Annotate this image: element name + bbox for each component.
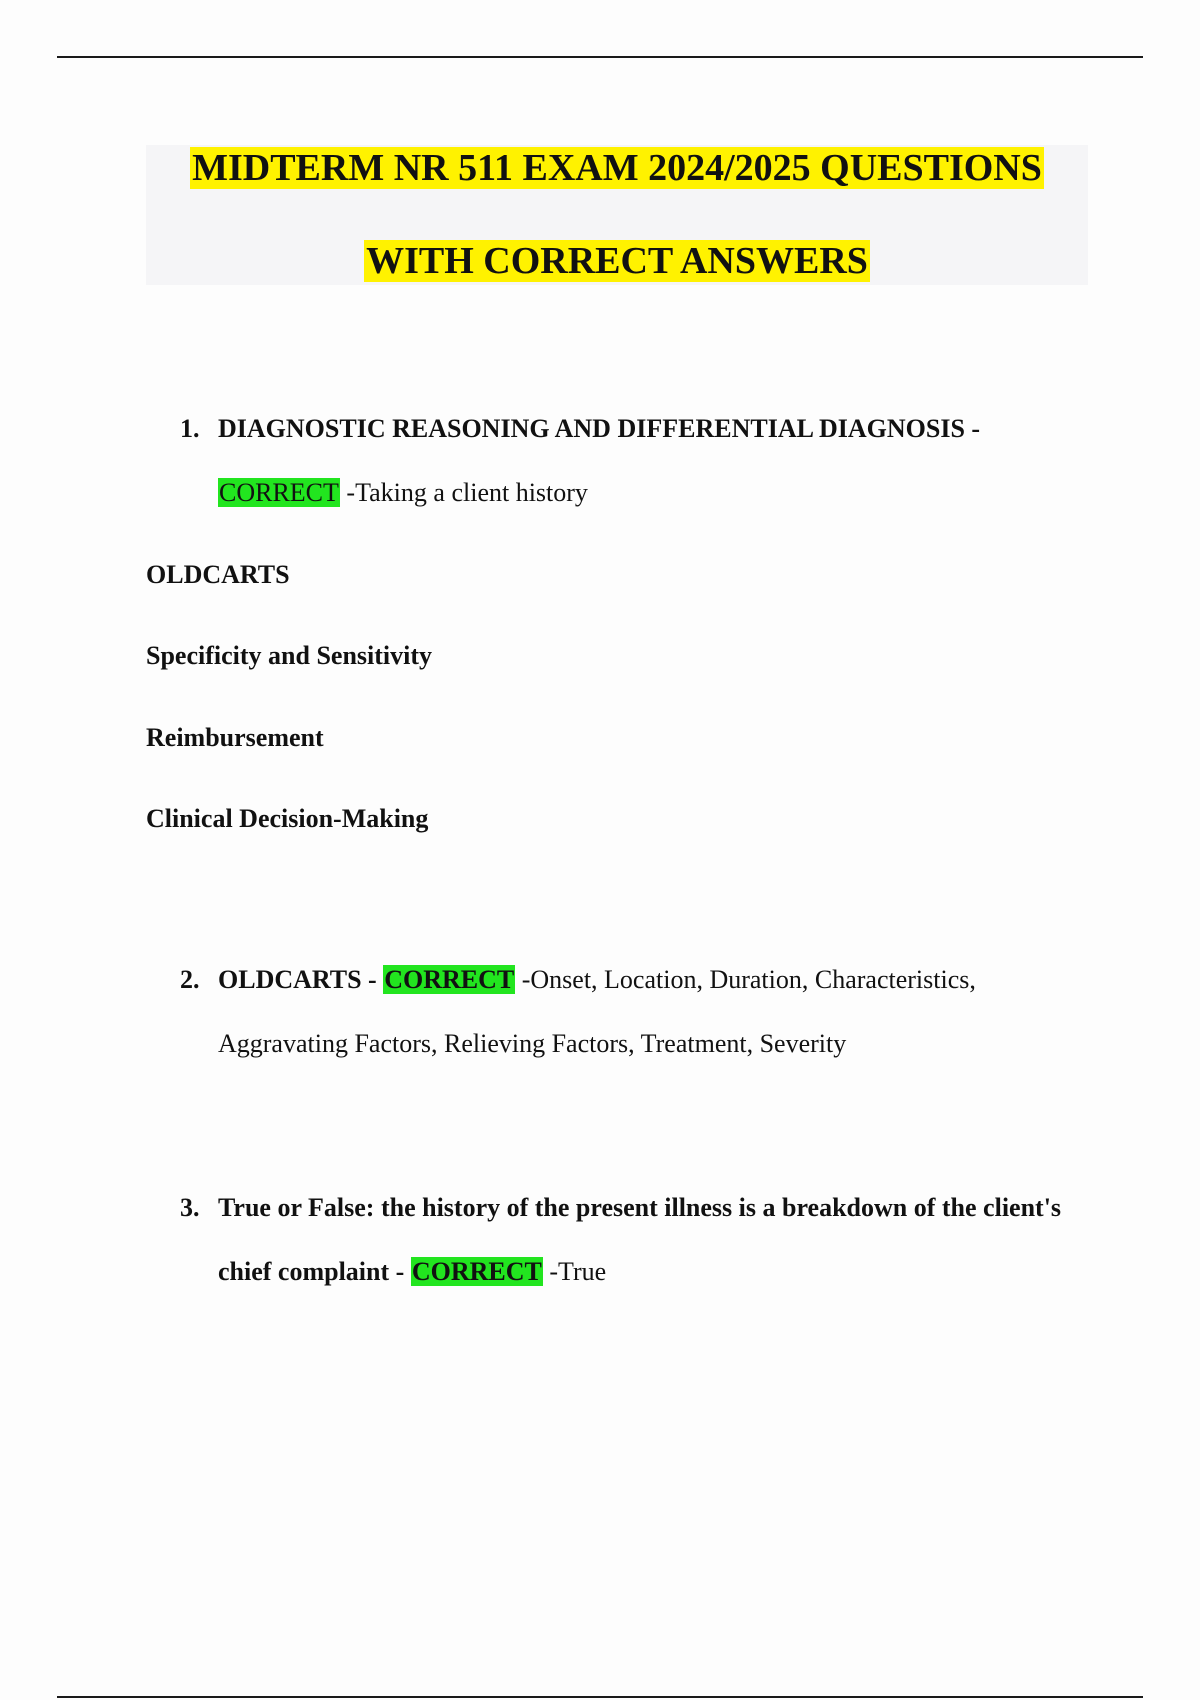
correct-tag: CORRECT	[219, 478, 339, 507]
question-prompt: OLDCARTS -	[218, 965, 377, 994]
question-answer: -True	[549, 1257, 607, 1286]
topic-reimbursement: Reimbursement	[146, 723, 324, 752]
question-prompt: True or False: the history of the present illness is a breakdown of the client's chief complaint -	[218, 1193, 1062, 1286]
question-2	[180, 948, 1070, 1076]
topic-oldcarts: OLDCARTS	[146, 560, 290, 589]
bottom-rule	[57, 1696, 1143, 1698]
document-title-line-2: WITH CORRECT ANSWERS	[366, 240, 868, 282]
question-3	[180, 1176, 1070, 1304]
question-prompt: DIAGNOSTIC REASONING AND DIFFERENTIAL DIAGNOSIS -	[218, 414, 981, 443]
question-answer: -Taking a client history	[346, 478, 588, 507]
top-rule	[57, 56, 1143, 58]
question-number: 1.	[180, 414, 200, 443]
question-number: 2.	[180, 965, 200, 994]
topic-specificity-sensitivity: Specificity and Sensitivity	[146, 641, 433, 670]
correct-tag: CORRECT	[411, 1257, 542, 1286]
question-number: 3.	[180, 1193, 200, 1222]
question-answer: -Onset, Location, Duration, Characteristics, Aggravating Factors, Relieving Factors, Treatment, Severity	[218, 965, 976, 1058]
topic-clinical-decision-making: Clinical Decision-Making	[146, 804, 429, 833]
question-1	[180, 397, 1070, 525]
document-title-line-1: MIDTERM NR 511 EXAM 2024/2025 QUESTIONS	[192, 147, 1042, 189]
correct-tag: CORRECT	[384, 965, 515, 994]
